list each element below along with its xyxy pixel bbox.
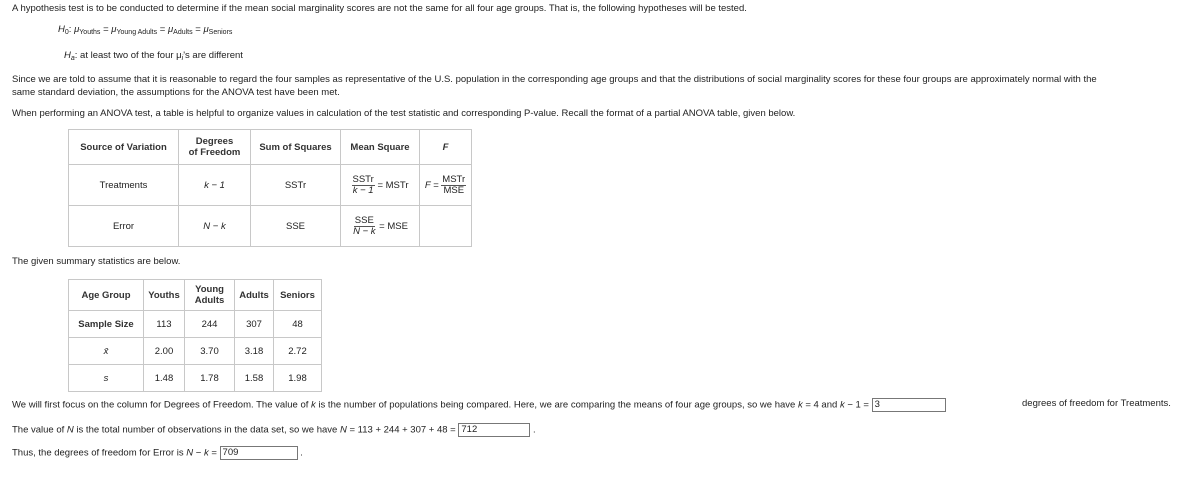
- h0-group-4: Seniors: [208, 29, 233, 36]
- stats-cell: 1.98: [274, 365, 322, 392]
- stats-header-adults: Adults: [235, 280, 274, 311]
- mse-fraction: $\frac{\text{SSE}}{N - k}$: [353, 214, 376, 237]
- anova-header-ss: Sum of Squares: [251, 130, 341, 165]
- df-treatments-line: We will first focus on the column for Degrees of Freedom. The value of k is the number of populations being compared. Here, we are comparing the means of four age groups, so we have k = 4 and k − 1 = 3: [12, 398, 946, 412]
- stats-cell: 244: [185, 311, 235, 338]
- anova-header-ms: Mean Square: [341, 130, 420, 165]
- stats-header-youths: Youths: [144, 280, 185, 311]
- anova-header-f: F: [420, 130, 472, 165]
- anova-error-f: [420, 206, 472, 247]
- stats-row-label-sd: s: [69, 365, 144, 392]
- anova-table: [68, 129, 472, 247]
- df-treatments-answer-field[interactable]: 3: [872, 398, 946, 412]
- stats-cell: 113: [144, 311, 185, 338]
- alternative-hypothesis: $H_a$: at least two of the four $\mu_i's$ are different: [64, 50, 243, 62]
- df-total-line: The value of N is the total number of observations in the data set, so we have N = 113 + 244 + 307 + 48 = 712 .: [12, 424, 536, 436]
- anova-treatments-f: F = $\frac{\text{MSTr}}{\text{MSE}}$: [420, 165, 472, 206]
- anova-header-source: Source of Variation: [69, 130, 179, 165]
- summary-statistics-table: [68, 279, 322, 392]
- stats-header-seniors: Seniors: [274, 280, 322, 311]
- mstr-fraction: $\frac{\text{SSTr}}{k - 1}$: [352, 173, 374, 196]
- stats-cell: 48: [274, 311, 322, 338]
- assumption-line-2: same standard deviation, the assumptions for the ANOVA test have been met.: [12, 87, 340, 98]
- anova-error-source: Error: [69, 206, 179, 247]
- anova-intro-text: When performing an ANOVA test, a table is helpful to organize values in calculation of the test statistic and corresponding P-value. Recall the format of a partial ANOVA table, given below.: [12, 108, 796, 119]
- stats-cell: 3.18: [235, 338, 274, 365]
- intro-text: A hypothesis test is to be conducted to determine if the mean social marginality scores are not the same for all four age groups. That is, the following hypotheses will be tested.: [12, 3, 747, 14]
- stats-cell: 2.00: [144, 338, 185, 365]
- stats-row-label-sample-size: Sample Size: [69, 311, 144, 338]
- stats-cell: 1.48: [144, 365, 185, 392]
- anova-header-df: Degrees of Freedom: [179, 130, 251, 165]
- stats-header-age-group: Age Group: [69, 280, 144, 311]
- anova-error-df: N − k: [179, 206, 251, 247]
- stats-cell: 1.58: [235, 365, 274, 392]
- f-fraction: $\frac{\text{MSTr}}{\text{MSE}}$: [442, 173, 466, 196]
- stats-cell: 3.70: [185, 338, 235, 365]
- anova-error-ms: $\frac{\text{SSE}}{N - k}$ = MSE: [341, 206, 420, 247]
- stats-cell: 1.78: [185, 365, 235, 392]
- summary-intro-text: The given summary statistics are below.: [12, 256, 181, 267]
- stats-row-label-mean: x̄: [69, 338, 144, 365]
- anova-treatments-source: Treatments: [69, 165, 179, 206]
- h0-group-1: Youths: [79, 29, 101, 36]
- anova-treatments-df: k − 1: [179, 165, 251, 206]
- null-hypothesis: $H_0$: $\mu_{Youths} = \mu_{Young Adults} = \mu_{Adults} = \mu_{Seniors}$: [58, 24, 233, 36]
- h0-group-2: Young Adults: [116, 29, 158, 36]
- df-error-answer-field[interactable]: 709: [220, 446, 298, 460]
- total-observations-answer-field[interactable]: 712: [458, 423, 530, 437]
- df-treatments-tail: degrees of freedom for Treatments.: [1022, 398, 1171, 409]
- assumption-line-1: Since we are told to assume that it is reasonable to regard the four samples as representative of the U.S. population in the corresponding age groups and that the distributions of social marginality scores for these four groups are approximately normal with the: [12, 74, 1097, 85]
- anova-treatments-ss: SSTr: [251, 165, 341, 206]
- stats-header-young-adults: Young Adults: [185, 280, 235, 311]
- df-error-line: Thus, the degrees of freedom for Error is N − k = 709 .: [12, 447, 303, 459]
- anova-error-ss: SSE: [251, 206, 341, 247]
- stats-cell: 2.72: [274, 338, 322, 365]
- anova-treatments-ms: $\frac{\text{SSTr}}{k - 1}$ = MSTr: [341, 165, 420, 206]
- stats-cell: 307: [235, 311, 274, 338]
- h0-group-3: Adults: [173, 29, 193, 36]
